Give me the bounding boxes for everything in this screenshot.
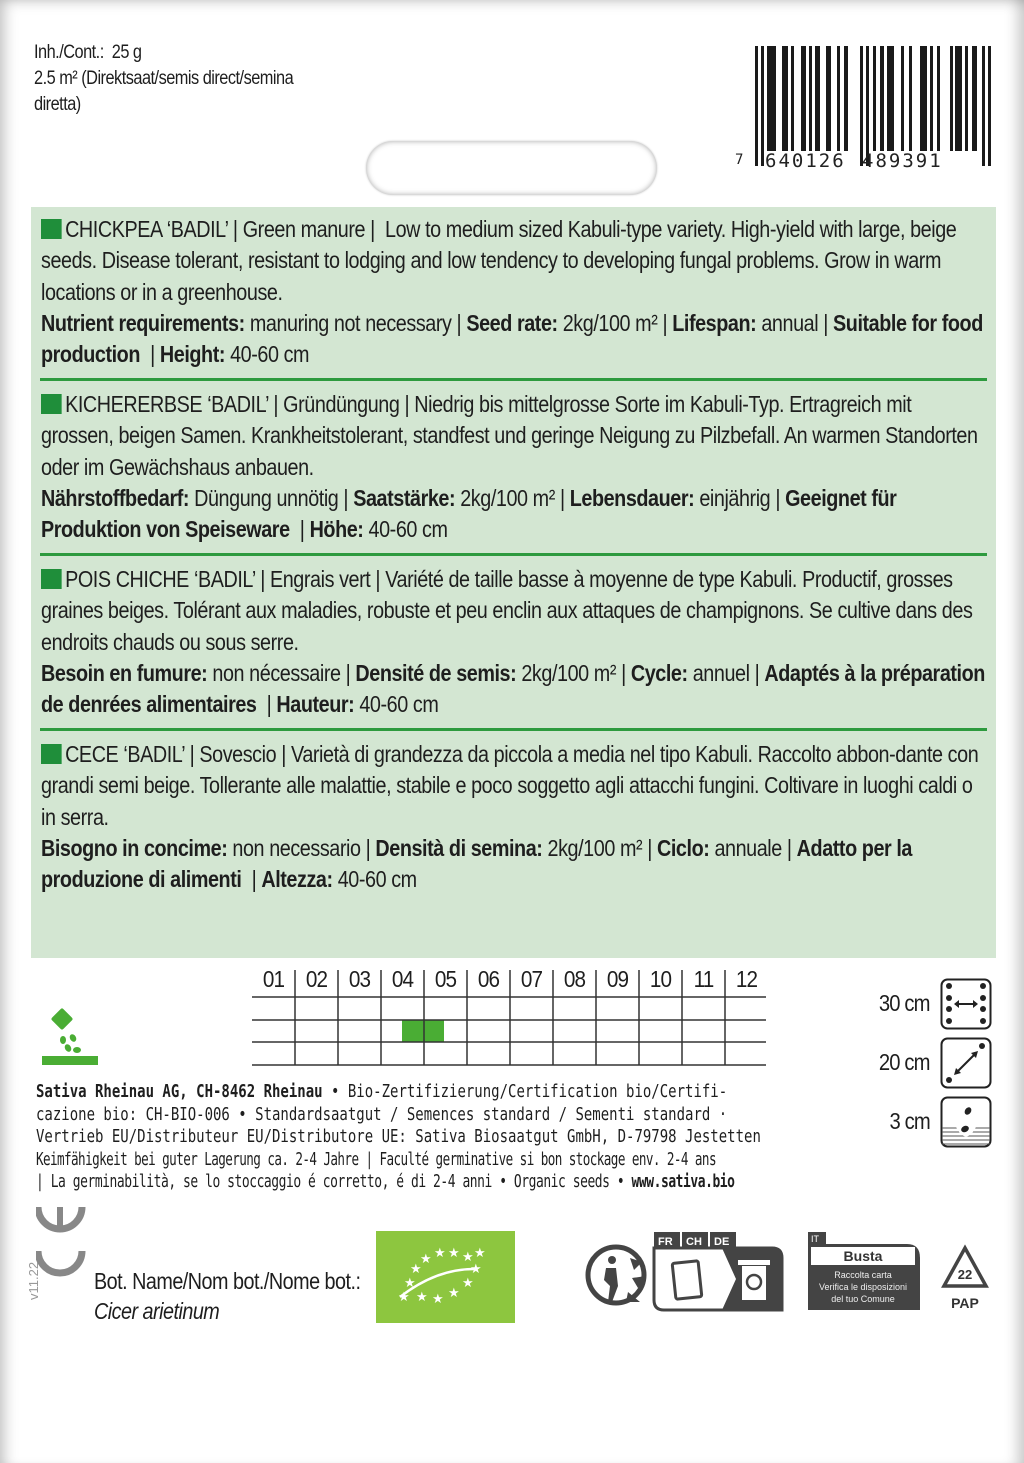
section-separator [40,378,987,381]
svg-text:★: ★ [410,1262,422,1277]
variety-title: CHICKPEA ‘BADIL’ [65,216,228,242]
sowing-depth: 3 cm [860,1096,1000,1152]
version-code: v11.22 [26,1261,41,1300]
svg-text:★: ★ [432,1292,444,1307]
website-link[interactable]: www.sativa.bio [631,1172,735,1193]
plant-spacing: 20 cm [860,1037,1000,1093]
hang-hole [366,141,657,195]
svg-text:★: ★ [448,1246,460,1261]
svg-text:Verifica le disposizioni: Verifica le disposizioni [818,1282,908,1292]
variety-title: CECE ‘BADIL’ [65,741,185,767]
svg-text:CH: CH [686,1236,702,1248]
section-bullet-icon [41,219,62,239]
svg-text:DE: DE [714,1236,730,1248]
svg-text:IT: IT [811,1234,819,1244]
triman-icon [588,1247,646,1303]
area-line-cont: diretta) [34,94,81,115]
variety-description: Varietà di grandezza da piccola a media nel tipo Kabuli. Raccolto abbon-dante con grandi semi beige. Tollerante alle malattie, stabile e poco soggetto agli attacchi fungini. Coltivare in luoghi caldi o in serra. [41,741,979,830]
section-separator [40,728,987,731]
svg-text:Busta: Busta [843,1248,883,1264]
description-panel [31,207,996,958]
month-label: 09 [606,966,629,992]
svg-text:★: ★ [448,1286,460,1301]
svg-text:★: ★ [404,1276,416,1291]
row-spacing: 30 cm [860,978,1000,1034]
section-bullet-icon [41,569,62,589]
svg-text:FR: FR [658,1236,673,1248]
sowing-calendar [252,966,767,1066]
svg-text:★: ★ [462,1250,474,1265]
month-label: 06 [477,966,500,992]
sowing-period-bar [402,1020,444,1042]
month-label: 01 [262,966,285,992]
variety-title: POIS CHICHE ‘BADIL’ [65,566,256,592]
botanical-name: Bot. Name/Nom bot./Nome bot.: Cicer arietinum [94,1268,361,1324]
svg-text:PAP: PAP [951,1295,979,1311]
svg-text:del tuo Comune: del tuo Comune [831,1294,895,1304]
month-label: 12 [735,966,758,992]
company-info: Sativa Rheinau AG, CH-8462 Rheinau • Bio-Zertifizierung/Certification bio/Certifi- cazione bio: CH-BIO-006 • Standardsaatgut / Semences standard / Sementi standard · Vertrieb EU/Distributeur EU/Distributore UE: Sativa Biosaatgut GmbH, D-79798 Jestetten Keimfähigkeit bei guter Lagerung ca. 2-4 Jahre | Faculté germinative si bon stockage env. 2-4 ans | La germinabilità, se lo stoccaggio é corretto, é di 2-4 anni • Organic seeds • www.sativa.bio [36,1082,761,1193]
svg-text:Raccolta carta: Raccolta carta [834,1270,892,1280]
direct-sowing-icon [40,1005,100,1065]
variety-title: KICHERERBSE ‘BADIL’ [65,391,269,417]
fr-ch-de-recycling-icon [654,1232,782,1310]
month-label: 08 [563,966,586,992]
calendar-grid [252,966,767,1066]
italian-disposal-label [808,1232,920,1310]
content-info [34,40,352,118]
month-label: 04 [391,966,414,992]
month-label: 07 [520,966,543,992]
variety-description: Low to medium sized Kabuli-type variety. High-yield with large, beige seeds. Disease tolerant, resistant to lodging and low tendency to developing fungal problems. Grow in warm locations or in a greenhouse. [41,216,957,305]
svg-text:★: ★ [470,1262,482,1277]
month-label: 03 [348,966,371,992]
sowing-depth-icon [940,1096,992,1148]
section-de: KICHERERBSE ‘BADIL’ | Gründüngung | Niedrig bis mittelgrosse Sorte im Kabuli-Typ. Ertragreich mit grossen, beigen Samen. Krankheitstolerant, standfest und geringe Neigung zu Pilzbefall. An warmen Standorten oder im Gewächshaus anbauen. Nährstoffbedarf: Düngung unnötig | Saatstärke: 2kg/100 m² | Lebensdauer: einjährig | Geeignet für Produktion von Speiseware | Höhe: 40-60 cm [41,391,978,543]
month-label: 05 [434,966,457,992]
svg-text:★: ★ [420,1252,432,1267]
svg-text:★: ★ [398,1290,410,1305]
ce-mark-icon [36,1205,86,1285]
company-name: Sativa Rheinau AG, CH-8462 Rheinau [36,1082,323,1102]
section-en: CHICKPEA ‘BADIL’ | Green manure | Low to medium sized Kabuli-type variety. High-yield with large, beige seeds. Disease tolerant, resistant to lodging and low tendency to developing fungal problems. Grow in warm locations or in a greenhouse. Nutrient requirements: manuring not necessary | Seed rate: 2kg/100 m² | Lifespan: annual | Suitable for food production | Height: 40-60 cm [41,216,983,368]
section-bullet-icon [41,394,62,414]
row-spacing-icon [940,978,992,1030]
section-fr: POIS CHICHE ‘BADIL’ | Engrais vert | Variété de taille basse à moyenne de type Kabuli. Productif, grosses graines beiges. Tolérant aux maladies, robuste et peu enclin aux attaques de champignons. Se cultive dans des endroits chauds ou sous serre. Besoin en fumure: non nécessaire | Densité de semis: 2kg/100 m² | Cycle: annuel | Adaptés à la préparation de denrées alimentaires | Hauteur: 40-60 cm [41,566,985,718]
variety-description: Variété de taille basse à moyenne de type Kabuli. Productif, grosses graines beiges. Tolérant aux maladies, robuste et peu enclin aux attaques de champignons. Se cultive dans des endroits chauds ou sous serre. [41,566,973,655]
svg-text:★: ★ [474,1246,486,1261]
svg-text:★: ★ [434,1246,446,1261]
pap-22-recycling-icon [944,1248,986,1311]
barcode [755,46,995,156]
content-weight: Inh./Cont.: 25 g [34,42,142,63]
variety-description: Niedrig bis mittelgrosse Sorte im Kabuli-Typ. Ertragreich mit grossen, beigen Samen. Krankheitstolerant, standfest und geringe Neigung zu Pilzbefall. An warmen Standorten oder im Gewächshaus anbauen. [41,391,978,480]
svg-text:★: ★ [416,1290,428,1305]
area-line: 2.5 m² (Direktsaat/semis direct/semina [34,68,294,89]
eu-organic-logo [376,1231,515,1323]
svg-text:★: ★ [462,1276,474,1291]
month-label: 02 [305,966,328,992]
section-it: CECE ‘BADIL’ | Sovescio | Varietà di grandezza da piccola a media nel tipo Kabuli. Raccolto abbon-dante con grandi semi beige. Tollerante alle malattie, stabile e poco soggetto agli attacchi fungini. Coltivare in luoghi caldi o in serra. Bisogno in concime: non necessario | Densità di semina: 2kg/100 m² | Ciclo: annuale | Adatto per la produzione di alimenti | Altezza: 40-60 cm [41,741,979,893]
month-label: 11 [693,966,714,992]
barcode-bars-icon [755,46,995,166]
section-separator [40,553,987,556]
plant-spacing-icon [940,1037,992,1089]
svg-text:22: 22 [957,1267,973,1282]
section-bullet-icon [41,744,62,764]
month-label: 10 [649,966,672,992]
eu-organic-leaf-icon [376,1231,515,1323]
recycling-info [582,1230,1002,1320]
